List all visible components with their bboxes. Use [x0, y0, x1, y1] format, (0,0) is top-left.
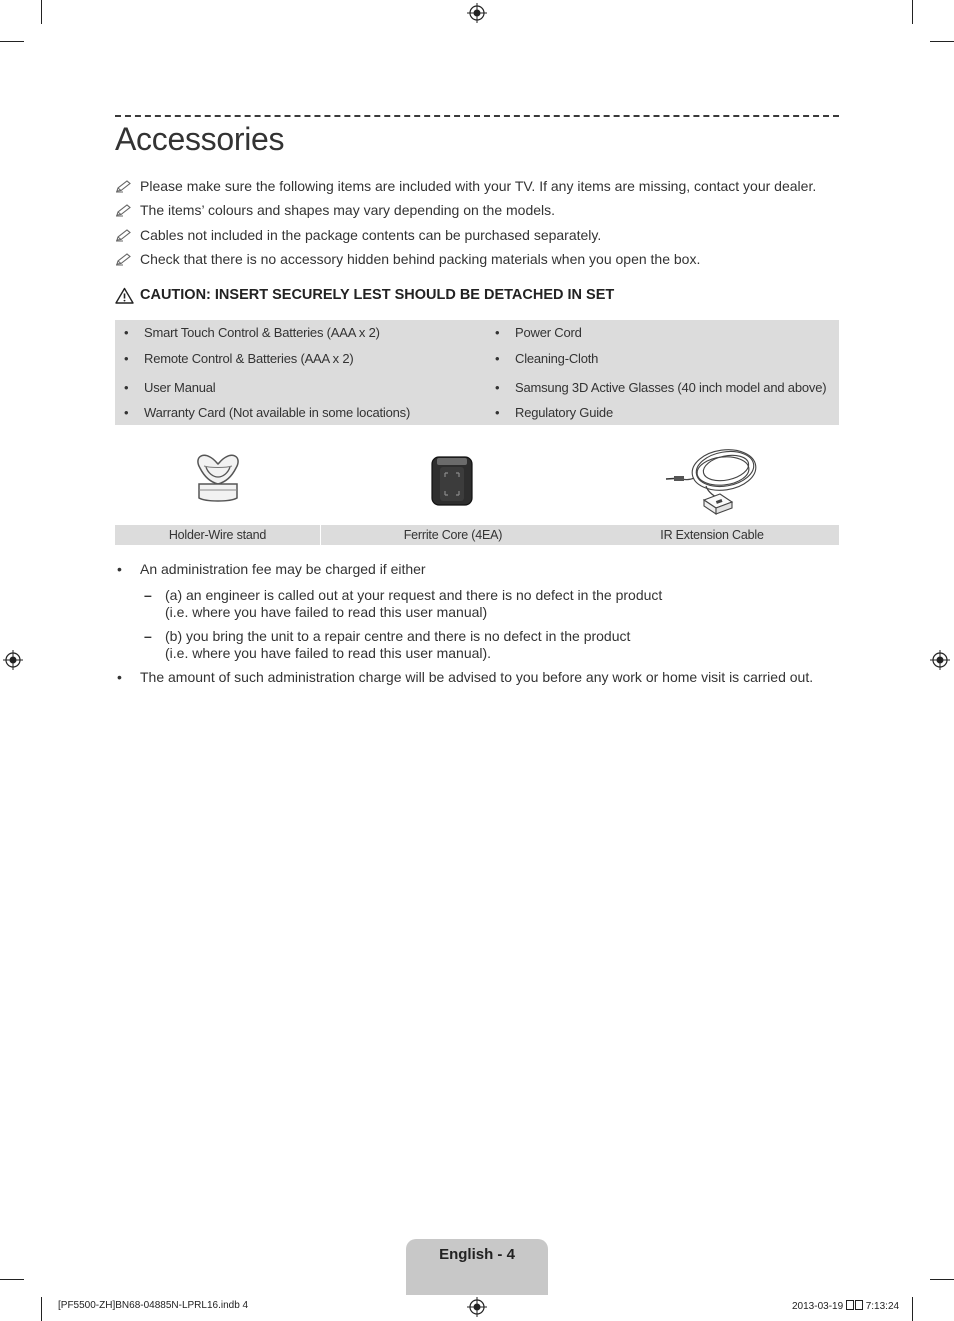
fee-intro: An administration fee may be charged if either — [140, 561, 426, 577]
registration-mark-icon — [467, 3, 487, 23]
fee-case-b-line1: (b) you bring the unit to a repair centre and there is no defect in the product — [165, 628, 631, 644]
list-item: • Samsung 3D Active Glasses (40 inch model and above) — [495, 380, 827, 395]
registration-mark-icon — [467, 1297, 487, 1317]
registration-mark-icon — [3, 650, 23, 670]
date-slug — [792, 1300, 899, 1312]
holder-wire-stand-icon — [190, 440, 246, 524]
pictured-captions — [115, 525, 839, 545]
note-text: Check that there is no accessory hidden behind packing materials when you open the box. — [140, 251, 701, 267]
pencil-note-icon — [115, 228, 133, 242]
pencil-note-icon — [115, 179, 133, 193]
fee-case-a-line1: (a) an engineer is called out at your request and there is no defect in the product — [165, 587, 663, 603]
list-item: • Power Cord — [495, 325, 582, 340]
registration-mark-icon — [930, 650, 950, 670]
accessories-list — [115, 320, 839, 425]
accessory-label: User Manual — [144, 380, 216, 395]
warning-triangle-icon — [115, 287, 134, 304]
ir-extension-cable-icon — [662, 440, 762, 524]
page-number: English - 4 — [439, 1246, 515, 1263]
note-text: Cables not included in the package contents can be purchased separately. — [140, 227, 602, 243]
caption-ferrite-core: Ferrite Core (4EA) — [403, 528, 503, 542]
dash-marker: – — [144, 628, 152, 644]
page-title: Accessories — [115, 121, 285, 157]
note-item — [115, 201, 555, 219]
fee-closing: The amount of such administration charge will be advised to you before any work or home visit is carried out. — [140, 669, 814, 685]
list-item: • Warranty Card (Not available in some locations) — [124, 405, 411, 420]
bullet: • — [117, 669, 122, 685]
bullet: • — [117, 561, 122, 577]
crop-mark — [41, 0, 42, 24]
note-item — [115, 226, 601, 244]
accessory-label: Remote Control & Batteries (AAA x 2) — [144, 351, 354, 366]
crop-mark — [0, 41, 24, 42]
list-item: • Smart Touch Control & Batteries (AAA x 2) — [124, 325, 380, 340]
file-slug: [PF5500-ZH]BN68-04885N-LPRL16.indb 4 — [58, 1300, 249, 1311]
placeholder-glyphs — [846, 1300, 854, 1310]
dash-marker: – — [144, 587, 152, 603]
accessory-label: Smart Touch Control & Batteries (AAA x 2) — [144, 325, 380, 340]
note-item — [115, 250, 700, 268]
note-text: Please make sure the following items are included with your TV. If any items are missing, contact your dealer. — [140, 178, 817, 194]
crop-mark — [912, 0, 913, 24]
pencil-note-icon — [115, 203, 133, 217]
accessory-label: Power Cord — [515, 325, 582, 340]
note-item — [115, 177, 816, 195]
accessory-label: Cleaning-Cloth — [515, 351, 599, 366]
crop-mark — [0, 1279, 24, 1280]
accessory-label: Samsung 3D Active Glasses (40 inch model and above) — [515, 380, 827, 395]
crop-mark — [41, 1297, 42, 1321]
ferrite-core-icon — [428, 440, 476, 524]
title-dashed-rule — [115, 115, 839, 117]
crop-mark — [930, 41, 954, 42]
time-text: 7:13:24 — [862, 1301, 900, 1312]
accessory-label: Warranty Card (Not available in some locations) — [144, 405, 411, 420]
caption-ir-extension-cable: IR Extension Cable — [660, 528, 764, 542]
list-item: • User Manual — [124, 380, 216, 395]
list-item: • Regulatory Guide — [495, 405, 613, 420]
caption-holder-wire-stand: Holder-Wire stand — [168, 528, 267, 542]
crop-mark — [912, 1297, 913, 1321]
note-text: The items’ colours and shapes may vary depending on the models. — [140, 202, 556, 218]
crop-mark — [930, 1279, 954, 1280]
list-item: • Remote Control & Batteries (AAA x 2) — [124, 351, 354, 366]
list-item: • Cleaning-Cloth — [495, 351, 599, 366]
caution-text: CAUTION: INSERT SECURELY LEST SHOULD BE DETACHED IN SET — [140, 287, 615, 303]
caution-heading — [115, 285, 614, 305]
date-text: 2013-03-19 — [792, 1301, 846, 1312]
pencil-note-icon — [115, 252, 133, 266]
accessory-label: Regulatory Guide — [515, 405, 613, 420]
fee-case-a-line2: (i.e. where you have failed to read this user manual) — [165, 604, 488, 620]
fee-case-b-line2: (i.e. where you have failed to read this user manual). — [165, 645, 492, 661]
placeholder-glyphs — [855, 1300, 863, 1310]
